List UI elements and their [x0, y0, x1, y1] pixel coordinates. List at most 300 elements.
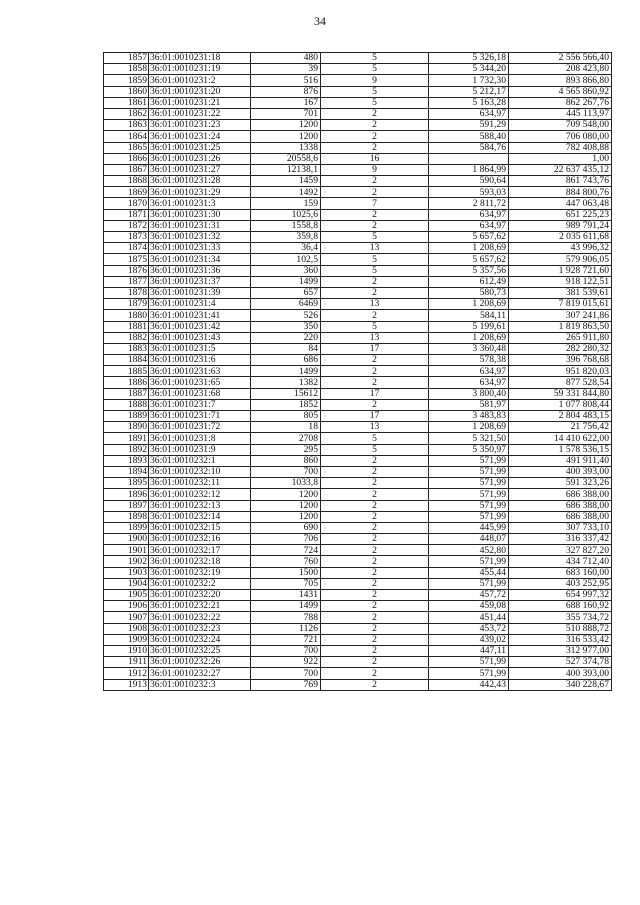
- row-number-cell: 1859: [104, 75, 149, 86]
- cadastral-value-cell: 893 866,80: [509, 75, 612, 86]
- table-row: [104, 534, 612, 545]
- row-number-cell: 1862: [104, 108, 149, 119]
- area-cell: 657: [251, 287, 321, 298]
- cadastral-value-cell: 861 743,76: [509, 176, 612, 187]
- area-cell: 876: [251, 86, 321, 97]
- row-number-cell: 1858: [104, 64, 149, 75]
- cadastral-number-cell: 36:01:0010232:18: [149, 556, 251, 567]
- cadastral-value-cell: 686 388,00: [509, 489, 612, 500]
- table-row: [104, 243, 612, 254]
- row-number-cell: 1891: [104, 433, 149, 444]
- cadastral-value-cell: 21 756,42: [509, 422, 612, 433]
- group-code-cell: 2: [321, 466, 429, 477]
- row-number-cell: 1913: [104, 679, 149, 690]
- area-cell: 1338: [251, 142, 321, 153]
- area-cell: 1033,8: [251, 478, 321, 489]
- cadastral-number-cell: 36:01:0010231:41: [149, 310, 251, 321]
- area-cell: 220: [251, 332, 321, 343]
- cadastral-value-cell: 527 374,78: [509, 657, 612, 668]
- row-number-cell: 1902: [104, 556, 149, 567]
- table-row: [104, 97, 612, 108]
- group-code-cell: 9: [321, 75, 429, 86]
- table-row: [104, 366, 612, 377]
- table-row: [104, 612, 612, 623]
- row-number-cell: 1896: [104, 489, 149, 500]
- cadastral-value-cell: 403 252,95: [509, 578, 612, 589]
- area-cell: 700: [251, 668, 321, 679]
- area-cell: 102,5: [251, 254, 321, 265]
- area-cell: 1200: [251, 511, 321, 522]
- cadastral-number-cell: 36:01:0010232:2: [149, 578, 251, 589]
- row-number-cell: 1911: [104, 657, 149, 668]
- unit-value-cell: 451,44: [429, 612, 509, 623]
- unit-value-cell: 571,99: [429, 556, 509, 567]
- table-row: [104, 64, 612, 75]
- cadastral-value-cell: 22 637 435,12: [509, 164, 612, 175]
- table-row: [104, 377, 612, 388]
- area-cell: 860: [251, 455, 321, 466]
- cadastral-value-cell: 59 331 844,80: [509, 388, 612, 399]
- unit-value-cell: 571,99: [429, 668, 509, 679]
- group-code-cell: 2: [321, 545, 429, 556]
- cadastral-number-cell: 36:01:0010232:20: [149, 590, 251, 601]
- area-cell: 295: [251, 444, 321, 455]
- group-code-cell: 2: [321, 556, 429, 567]
- area-cell: 18: [251, 422, 321, 433]
- unit-value-cell: 5 344,20: [429, 64, 509, 75]
- group-code-cell: 2: [321, 522, 429, 533]
- cadastral-number-cell: 36:01:0010232:25: [149, 645, 251, 656]
- table-row: [104, 645, 612, 656]
- group-code-cell: 5: [321, 321, 429, 332]
- row-number-cell: 1893: [104, 455, 149, 466]
- cadastral-value-cell: 265 911,80: [509, 332, 612, 343]
- group-code-cell: 2: [321, 142, 429, 153]
- cadastral-number-cell: 36:01:0010231:33: [149, 243, 251, 254]
- area-cell: 705: [251, 578, 321, 589]
- cadastral-value-cell: 884 800,76: [509, 187, 612, 198]
- unit-value-cell: 588,40: [429, 131, 509, 142]
- row-number-cell: 1904: [104, 578, 149, 589]
- row-number-cell: 1878: [104, 287, 149, 298]
- cadastral-value-cell: 683 160,00: [509, 567, 612, 578]
- cadastral-value-cell: 340 228,67: [509, 679, 612, 690]
- cadastral-number-cell: 36:01:0010232:26: [149, 657, 251, 668]
- area-cell: 526: [251, 310, 321, 321]
- table-row: [104, 86, 612, 97]
- cadastral-number-cell: 36:01:0010232:16: [149, 534, 251, 545]
- row-number-cell: 1905: [104, 590, 149, 601]
- area-cell: 706: [251, 534, 321, 545]
- area-cell: 769: [251, 679, 321, 690]
- area-cell: 39: [251, 64, 321, 75]
- cadastral-value-cell: 706 080,00: [509, 131, 612, 142]
- table-row: [104, 590, 612, 601]
- area-cell: 1558,8: [251, 220, 321, 231]
- table-row: [104, 75, 612, 86]
- cadastral-value-cell: 7 819 015,61: [509, 299, 612, 310]
- row-number-cell: 1857: [104, 53, 149, 64]
- group-code-cell: 2: [321, 567, 429, 578]
- group-code-cell: 9: [321, 164, 429, 175]
- table-row: [104, 254, 612, 265]
- cadastral-number-cell: 36:01:0010231:18: [149, 53, 251, 64]
- table-row: [104, 321, 612, 332]
- cadastral-number-cell: 36:01:0010231:9: [149, 444, 251, 455]
- unit-value-cell: 2 811,72: [429, 198, 509, 209]
- group-code-cell: 5: [321, 433, 429, 444]
- cadastral-number-cell: 36:01:0010231:21: [149, 97, 251, 108]
- cadastral-number-cell: 36:01:0010232:10: [149, 466, 251, 477]
- area-cell: 359,8: [251, 232, 321, 243]
- table-row: [104, 187, 612, 198]
- cadastral-number-cell: 36:01:0010232:17: [149, 545, 251, 556]
- unit-value-cell: 439,02: [429, 634, 509, 645]
- group-code-cell: 2: [321, 131, 429, 142]
- group-code-cell: 16: [321, 153, 429, 164]
- area-cell: 1499: [251, 366, 321, 377]
- cadastral-number-cell: 36:01:0010231:23: [149, 120, 251, 131]
- cadastral-number-cell: 36:01:0010231:30: [149, 209, 251, 220]
- group-code-cell: 5: [321, 444, 429, 455]
- row-number-cell: 1885: [104, 366, 149, 377]
- unit-value-cell: 571,99: [429, 511, 509, 522]
- unit-value-cell: 452,80: [429, 545, 509, 556]
- row-number-cell: 1879: [104, 299, 149, 310]
- table-row: [104, 433, 612, 444]
- cadastral-value-cell: 862 267,76: [509, 97, 612, 108]
- unit-value-cell: 593,03: [429, 187, 509, 198]
- cadastral-value-cell: 312 977,00: [509, 645, 612, 656]
- table-row: [104, 332, 612, 343]
- cadastral-value-cell: 989 791,24: [509, 220, 612, 231]
- cadastral-value-cell: 877 528,54: [509, 377, 612, 388]
- cadastral-value-cell: 396 768,68: [509, 355, 612, 366]
- cadastral-number-cell: 36:01:0010232:11: [149, 478, 251, 489]
- area-cell: 760: [251, 556, 321, 567]
- area-cell: 350: [251, 321, 321, 332]
- row-number-cell: 1865: [104, 142, 149, 153]
- group-code-cell: 2: [321, 590, 429, 601]
- group-code-cell: 5: [321, 97, 429, 108]
- cadastral-number-cell: 36:01:0010231:26: [149, 153, 251, 164]
- cadastral-number-cell: 36:01:0010231:5: [149, 343, 251, 354]
- group-code-cell: 2: [321, 489, 429, 500]
- table-row: [104, 388, 612, 399]
- row-number-cell: 1892: [104, 444, 149, 455]
- cadastral-number-cell: 36:01:0010231:24: [149, 131, 251, 142]
- cadastral-value-cell: 307 733,10: [509, 522, 612, 533]
- cadastral-number-cell: 36:01:0010231:72: [149, 422, 251, 433]
- table-row: [104, 466, 612, 477]
- unit-value-cell: 1 208,69: [429, 299, 509, 310]
- area-cell: 167: [251, 97, 321, 108]
- unit-value-cell: 634,97: [429, 220, 509, 231]
- group-code-cell: 2: [321, 355, 429, 366]
- page-number: 34: [314, 14, 326, 28]
- area-cell: 1200: [251, 131, 321, 142]
- unit-value-cell: 571,99: [429, 500, 509, 511]
- area-cell: 2708: [251, 433, 321, 444]
- area-cell: 1459: [251, 176, 321, 187]
- unit-value-cell: 1 208,69: [429, 332, 509, 343]
- cadastral-value-cell: 447 063,48: [509, 198, 612, 209]
- cadastral-number-cell: 36:01:0010232:19: [149, 567, 251, 578]
- table-row: [104, 623, 612, 634]
- group-code-cell: 2: [321, 366, 429, 377]
- unit-value-cell: 571,99: [429, 489, 509, 500]
- area-cell: 6469: [251, 299, 321, 310]
- cadastral-number-cell: 36:01:0010231:28: [149, 176, 251, 187]
- row-number-cell: 1903: [104, 567, 149, 578]
- table-row: [104, 478, 612, 489]
- row-number-cell: 1872: [104, 220, 149, 231]
- group-code-cell: 2: [321, 276, 429, 287]
- table-row: [104, 153, 612, 164]
- unit-value-cell: 5 657,62: [429, 232, 509, 243]
- row-number-cell: 1864: [104, 131, 149, 142]
- cadastral-number-cell: 36:01:0010231:32: [149, 232, 251, 243]
- group-code-cell: 13: [321, 422, 429, 433]
- row-number-cell: 1882: [104, 332, 149, 343]
- unit-value-cell: 459,08: [429, 601, 509, 612]
- table-row: [104, 355, 612, 366]
- table-row: [104, 131, 612, 142]
- group-code-cell: 13: [321, 243, 429, 254]
- cadastral-value-cell: 579 906,05: [509, 254, 612, 265]
- table-row: [104, 679, 612, 690]
- group-code-cell: 5: [321, 86, 429, 97]
- cadastral-number-cell: 36:01:0010232:21: [149, 601, 251, 612]
- cadastral-value-cell: 400 393,00: [509, 668, 612, 679]
- unit-value-cell: 584,11: [429, 310, 509, 321]
- table-row: [104, 444, 612, 455]
- row-number-cell: 1873: [104, 232, 149, 243]
- table-row: [104, 287, 612, 298]
- row-number-cell: 1888: [104, 399, 149, 410]
- cadastral-number-cell: 36:01:0010231:36: [149, 265, 251, 276]
- cadastral-value-cell: 651 225,23: [509, 209, 612, 220]
- table-row: [104, 232, 612, 243]
- cadastral-value-cell: 1 819 863,50: [509, 321, 612, 332]
- row-number-cell: 1881: [104, 321, 149, 332]
- table-row: [104, 522, 612, 533]
- area-cell: 360: [251, 265, 321, 276]
- cadastral-number-cell: 36:01:0010232:14: [149, 511, 251, 522]
- row-number-cell: 1898: [104, 511, 149, 522]
- row-number-cell: 1876: [104, 265, 149, 276]
- group-code-cell: 2: [321, 220, 429, 231]
- table-row: [104, 209, 612, 220]
- area-cell: 1500: [251, 567, 321, 578]
- cadastral-value-cell: 381 539,61: [509, 287, 612, 298]
- unit-value-cell: 5 657,62: [429, 254, 509, 265]
- unit-value-cell: 3 483,83: [429, 411, 509, 422]
- cadastral-value-cell: 709 548,00: [509, 120, 612, 131]
- group-code-cell: 7: [321, 198, 429, 209]
- unit-value-cell: 3 360,48: [429, 343, 509, 354]
- table-row: [104, 164, 612, 175]
- table-row: [104, 310, 612, 321]
- unit-value-cell: 5 326,18: [429, 53, 509, 64]
- unit-value-cell: 5 199,61: [429, 321, 509, 332]
- cadastral-number-cell: 36:01:0010232:22: [149, 612, 251, 623]
- cadastral-value-cell: 316 337,42: [509, 534, 612, 545]
- group-code-cell: 2: [321, 668, 429, 679]
- table-row: [104, 265, 612, 276]
- cadastral-value-cell: 316 533,42: [509, 634, 612, 645]
- table-row: [104, 120, 612, 131]
- cadastral-number-cell: 36:01:0010231:6: [149, 355, 251, 366]
- cadastral-value-cell: 1 578 536,15: [509, 444, 612, 455]
- row-number-cell: 1868: [104, 176, 149, 187]
- cadastral-number-cell: 36:01:0010232:23: [149, 623, 251, 634]
- row-number-cell: 1909: [104, 634, 149, 645]
- group-code-cell: 17: [321, 388, 429, 399]
- unit-value-cell: 591,29: [429, 120, 509, 131]
- area-cell: 12138,1: [251, 164, 321, 175]
- row-number-cell: 1867: [104, 164, 149, 175]
- cadastral-number-cell: 36:01:0010231:39: [149, 287, 251, 298]
- area-cell: 36,4: [251, 243, 321, 254]
- group-code-cell: 2: [321, 399, 429, 410]
- table-row: [104, 455, 612, 466]
- cadastral-number-cell: 36:01:0010231:27: [149, 164, 251, 175]
- unit-value-cell: 453,72: [429, 623, 509, 634]
- cadastral-value-cell: 1,00: [509, 153, 612, 164]
- cadastral-value-cell: 591 323,26: [509, 478, 612, 489]
- cadastral-number-cell: 36:01:0010232:15: [149, 522, 251, 533]
- group-code-cell: 2: [321, 623, 429, 634]
- cadastral-value-cell: 434 712,40: [509, 556, 612, 567]
- cadastral-value-cell: 14 410 622,00: [509, 433, 612, 444]
- unit-value-cell: 1 864,99: [429, 164, 509, 175]
- group-code-cell: 5: [321, 254, 429, 265]
- cadastral-value-cell: 1 928 721,60: [509, 265, 612, 276]
- unit-value-cell: 1 208,69: [429, 422, 509, 433]
- cadastral-number-cell: 36:01:0010231:63: [149, 366, 251, 377]
- group-code-cell: 2: [321, 645, 429, 656]
- unit-value-cell: 634,97: [429, 108, 509, 119]
- table-row: [104, 668, 612, 679]
- row-number-cell: 1866: [104, 153, 149, 164]
- unit-value-cell: 445,99: [429, 522, 509, 533]
- area-cell: 480: [251, 53, 321, 64]
- area-cell: 1126: [251, 623, 321, 634]
- cadastral-value-cell: 654 997,32: [509, 590, 612, 601]
- row-number-cell: 1894: [104, 466, 149, 477]
- row-number-cell: 1900: [104, 534, 149, 545]
- row-number-cell: 1869: [104, 187, 149, 198]
- row-number-cell: 1886: [104, 377, 149, 388]
- group-code-cell: 17: [321, 411, 429, 422]
- row-number-cell: 1870: [104, 198, 149, 209]
- area-cell: 1200: [251, 500, 321, 511]
- unit-value-cell: 457,72: [429, 590, 509, 601]
- area-cell: 1852: [251, 399, 321, 410]
- cadastral-number-cell: 36:01:0010231:4: [149, 299, 251, 310]
- cadastral-number-cell: 36:01:0010231:34: [149, 254, 251, 265]
- table-row: [104, 556, 612, 567]
- cadastral-value-cell: 491 911,40: [509, 455, 612, 466]
- table-row: [104, 578, 612, 589]
- cadastral-value-cell: 2 556 566,40: [509, 53, 612, 64]
- cadastral-number-cell: 36:01:0010231:7: [149, 399, 251, 410]
- cadastral-number-cell: 36:01:0010232:12: [149, 489, 251, 500]
- row-number-cell: 1908: [104, 623, 149, 634]
- cadastral-number-cell: 36:01:0010231:22: [149, 108, 251, 119]
- group-code-cell: 5: [321, 53, 429, 64]
- table-row: [104, 142, 612, 153]
- group-code-cell: 2: [321, 601, 429, 612]
- cadastral-value-cell: 2 035 611,68: [509, 232, 612, 243]
- unit-value-cell: 581,97: [429, 399, 509, 410]
- table-row: [104, 422, 612, 433]
- area-cell: 1382: [251, 377, 321, 388]
- row-number-cell: 1863: [104, 120, 149, 131]
- cadastral-number-cell: 36:01:0010231:71: [149, 411, 251, 422]
- area-cell: 922: [251, 657, 321, 668]
- group-code-cell: 2: [321, 187, 429, 198]
- group-code-cell: 2: [321, 209, 429, 220]
- cadastral-value-cell: 2 804 483,15: [509, 411, 612, 422]
- area-cell: 690: [251, 522, 321, 533]
- cadastral-value-cell: 43 996,32: [509, 243, 612, 254]
- table-body: [104, 53, 612, 691]
- unit-value-cell: 5 357,56: [429, 265, 509, 276]
- cadastral-value-cell: 918 122,51: [509, 276, 612, 287]
- cadastral-value-cell: 686 388,00: [509, 511, 612, 522]
- cadastral-number-cell: 36:01:0010231:8: [149, 433, 251, 444]
- group-code-cell: 5: [321, 265, 429, 276]
- unit-value-cell: 1 732,30: [429, 75, 509, 86]
- area-cell: 20558,6: [251, 153, 321, 164]
- group-code-cell: 2: [321, 612, 429, 623]
- unit-value-cell: 634,97: [429, 209, 509, 220]
- cadastral-number-cell: 36:01:0010231:20: [149, 86, 251, 97]
- cadastral-number-cell: 36:01:0010231:25: [149, 142, 251, 153]
- area-cell: 700: [251, 645, 321, 656]
- row-number-cell: 1861: [104, 97, 149, 108]
- cadastral-number-cell: 36:01:0010231:3: [149, 198, 251, 209]
- table-row: [104, 567, 612, 578]
- unit-value-cell: 571,99: [429, 578, 509, 589]
- group-code-cell: 2: [321, 455, 429, 466]
- group-code-cell: 2: [321, 310, 429, 321]
- group-code-cell: 2: [321, 679, 429, 690]
- cadastral-number-cell: 36:01:0010231:2: [149, 75, 251, 86]
- area-cell: 686: [251, 355, 321, 366]
- group-code-cell: 2: [321, 108, 429, 119]
- area-cell: 1499: [251, 601, 321, 612]
- area-cell: 700: [251, 466, 321, 477]
- table-row: [104, 657, 612, 668]
- table-row: [104, 601, 612, 612]
- table-row: [104, 53, 612, 64]
- cadastral-number-cell: 36:01:0010231:19: [149, 64, 251, 75]
- row-number-cell: 1910: [104, 645, 149, 656]
- cadastral-number-cell: 36:01:0010231:37: [149, 276, 251, 287]
- unit-value-cell: 447,11: [429, 645, 509, 656]
- group-code-cell: 5: [321, 64, 429, 75]
- table-row: [104, 276, 612, 287]
- group-code-cell: 2: [321, 578, 429, 589]
- area-cell: 1499: [251, 276, 321, 287]
- group-code-cell: 2: [321, 377, 429, 388]
- cadastral-value-cell: 208 423,80: [509, 64, 612, 75]
- row-number-cell: 1912: [104, 668, 149, 679]
- table-row: [104, 108, 612, 119]
